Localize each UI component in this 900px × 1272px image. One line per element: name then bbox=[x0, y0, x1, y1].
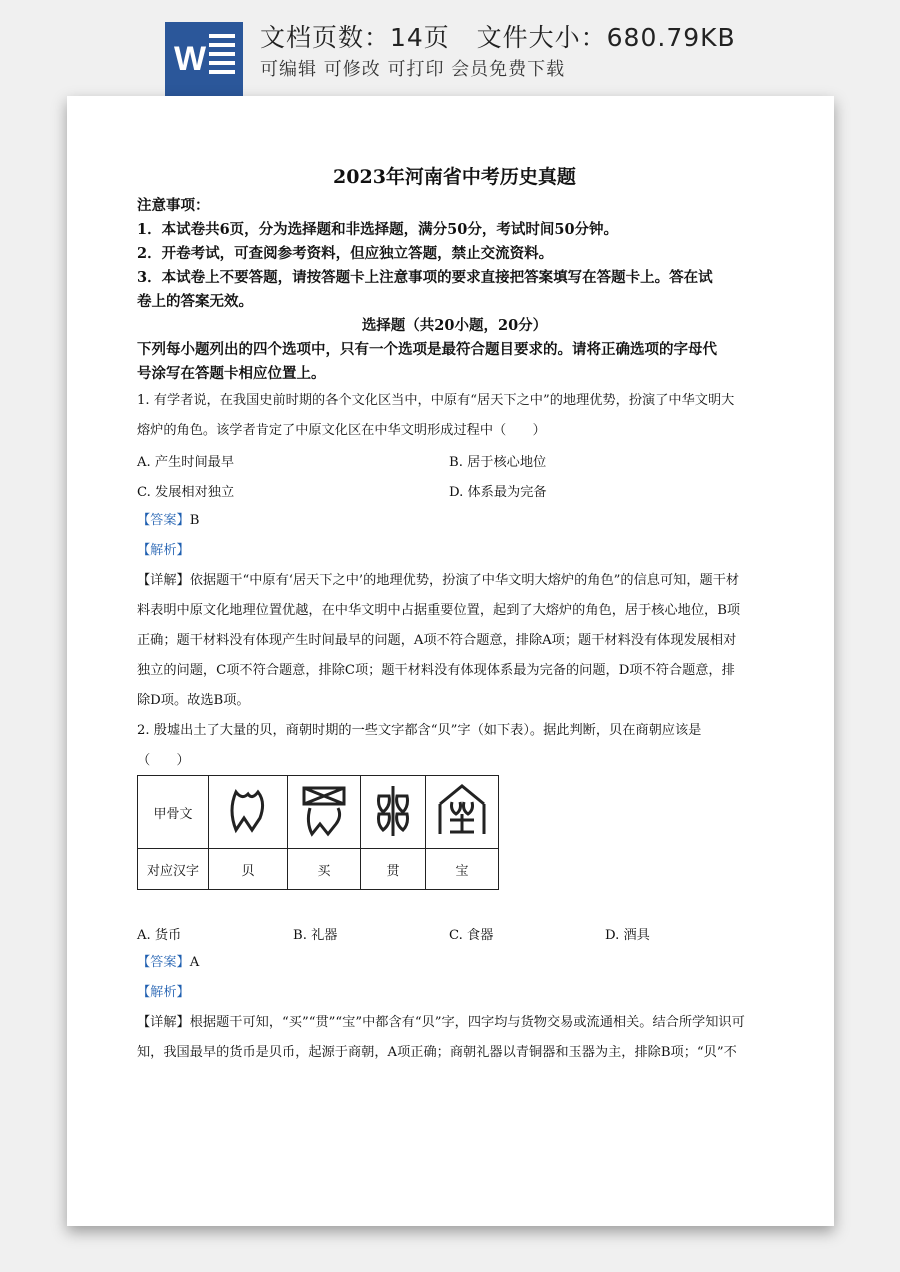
exam-title: 2023年河南省中考历史真题 bbox=[333, 166, 576, 188]
answer-value: B bbox=[189, 513, 200, 528]
q2-option-d: D. 酒具 bbox=[605, 928, 650, 943]
download-banner bbox=[0, 0, 900, 96]
q1-detail-line-1 bbox=[137, 571, 772, 591]
q1-analysis bbox=[137, 541, 772, 561]
instruction-line-2: 号涂写在答题卡相应位置上。 bbox=[137, 365, 326, 382]
oracle-glyph-mai bbox=[288, 776, 361, 849]
question-2-line-2: （ ） bbox=[137, 753, 190, 768]
q2-option-c: C. 食器 bbox=[449, 928, 494, 943]
answer-tag: 【答案】 bbox=[137, 513, 190, 528]
char-guan: 贯 bbox=[361, 849, 426, 890]
q1-detail-line-2: 料表明中原文化地理位置优越，在中华文明中占据重要位置，起到了大熔炉的角色，居于核心地位，B项 bbox=[137, 603, 741, 618]
question-1-line-1: 1. 有学者说，在我国史前时期的各个文化区当中，中原有“居天下之中”的地理优势，扮演了中华文明大 bbox=[137, 393, 735, 408]
q1-detail-line-4: 独立的问题，C项不符合题意，排除C项；题干材料没有体现体系最为完备的问题，D项不符合题意，排 bbox=[137, 663, 735, 678]
q2-detail-line-2: 知，我国最早的货币是贝币，起源于商朝，A项正确；商朝礼器以青铜器和玉器为主，排除B项；“贝”不 bbox=[137, 1045, 737, 1060]
q2-option-b: B. 礼器 bbox=[293, 928, 338, 943]
notice-item-3b: 卷上的答案无效。 bbox=[137, 293, 253, 310]
char-mai: 买 bbox=[288, 849, 361, 890]
answer-tag: 【答案】 bbox=[137, 955, 190, 970]
row-header-char: 对应汉字 bbox=[138, 849, 209, 890]
detail-tag: 【详解】 bbox=[137, 1015, 190, 1030]
oracle-glyph-bei bbox=[209, 776, 288, 849]
notice-item-1: 1．本试卷共6页，分为选择题和非选择题，满分50分，考试时间50分钟。 bbox=[137, 221, 619, 238]
char-bei: 贝 bbox=[209, 849, 288, 890]
q2-option-a: A. 货币 bbox=[137, 928, 182, 943]
detail-text: 依据题干“中原有‘居天下之中’的地理优势，扮演了中华文明大熔炉的角色”的信息可知，题干材 bbox=[189, 573, 740, 588]
q1-option-c: C. 发展相对独立 bbox=[137, 485, 235, 500]
q1-detail-line-5: 除D项。故选B项。 bbox=[137, 693, 250, 708]
document-info-title: 文档页数：14页 文件大小：680.79KB bbox=[260, 23, 736, 52]
document-page bbox=[67, 96, 834, 1226]
analysis-tag: 【解析】 bbox=[137, 985, 190, 1000]
q2-analysis bbox=[137, 983, 772, 1003]
q1-option-d: D. 体系最为完备 bbox=[449, 485, 547, 500]
word-icon-letter: W bbox=[174, 40, 207, 78]
question-2-line-1: 2. 殷墟出土了大量的贝，商朝时期的一些文字都含“贝”字（如下表）。据此判断，贝在商朝应该是 bbox=[137, 723, 702, 738]
oracle-glyph-bao bbox=[426, 776, 499, 849]
oracle-glyph-guan bbox=[361, 776, 426, 849]
notice-heading: 注意事项： bbox=[137, 197, 210, 214]
detail-text: 根据题干可知，“买”“贯”“宝”中都含有“贝”字，四字均与货物交易或流通相关。结合所学知识可 bbox=[189, 1015, 745, 1030]
section-heading: 选择题（共20小题，20分） bbox=[361, 317, 548, 334]
q1-option-b: B. 居于核心地位 bbox=[449, 455, 547, 470]
document-info-subtitle: 可编辑 可修改 可打印 会员免费下载 bbox=[260, 59, 566, 80]
detail-tag: 【详解】 bbox=[137, 573, 190, 588]
notice-item-2: 2．开卷考试，可查阅参考资料，但应独立答题，禁止交流资料。 bbox=[137, 245, 554, 262]
question-1-line-2: 熔炉的角色。该学者肯定了中原文化区在中华文明形成过程中（ ） bbox=[137, 423, 546, 438]
q1-option-a: A. 产生时间最早 bbox=[137, 455, 235, 470]
q2-answer bbox=[137, 953, 772, 973]
oracle-bone-table bbox=[137, 775, 499, 890]
row-header-oracle: 甲骨文 bbox=[138, 776, 209, 849]
oracle-bao-icon bbox=[432, 780, 492, 840]
oracle-mai-icon bbox=[294, 780, 354, 840]
oracle-guan-icon bbox=[363, 780, 423, 840]
instruction-line-1: 下列每小题列出的四个选项中，只有一个选项是最符合题目要求的。请将正确选项的字母代 bbox=[137, 341, 717, 358]
analysis-tag: 【解析】 bbox=[137, 543, 190, 558]
q1-answer bbox=[137, 511, 772, 531]
oracle-bei-icon bbox=[218, 780, 278, 840]
notice-item-3a: 3．本试卷上不要答题，请按答题卡上注意事项的要求直接把答案填写在答题卡上。答在试 bbox=[137, 269, 713, 286]
q1-detail-line-3: 正确；题干材料没有体现产生时间最早的问题，A项不符合题意，排除A项；题干材料没有体现发展相对 bbox=[137, 633, 737, 648]
char-bao: 宝 bbox=[426, 849, 499, 890]
q2-detail-line-1 bbox=[137, 1013, 772, 1033]
word-document-icon bbox=[165, 22, 243, 96]
answer-value: A bbox=[189, 955, 200, 970]
